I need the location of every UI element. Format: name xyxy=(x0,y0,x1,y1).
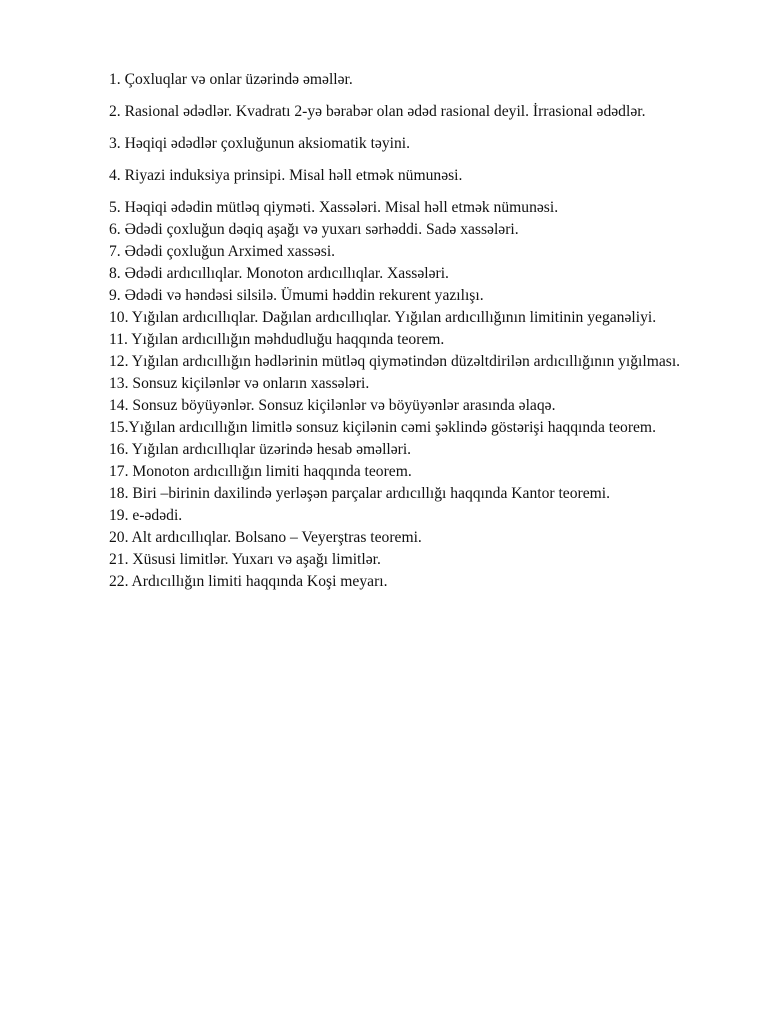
list-item-22: 22. Ardıcıllığın limiti haqqında Koşi meyarı. xyxy=(109,573,388,590)
list-item-2: 2. Rasional ədədlər. Kvadratı 2-yə bərabər olan ədəd rasional deyil. İrrasional ədədlər. xyxy=(109,103,646,120)
list-item-21: 21. Xüsusi limitlər. Yuxarı və aşağı limitlər. xyxy=(109,551,381,568)
list-item-15: 15.Yığılan ardıcıllığın limitlə sonsuz kiçilənin cəmi şəklində göstərişi haqqında teorem. xyxy=(109,419,656,436)
list-item-17: 17. Monoton ardıcıllığın limiti haqqında teorem. xyxy=(109,463,412,480)
list-item-4: 4. Riyazi induksiya prinsipi. Misal həll etmək nümunəsi. xyxy=(109,167,463,184)
list-item-13: 13. Sonsuz kiçilənlər və onların xassələri. xyxy=(109,375,370,392)
list-item-16: 16. Yığılan ardıcıllıqlar üzərində hesab əməlləri. xyxy=(109,441,412,458)
list-item-3: 3. Həqiqi ədədlər çoxluğunun aksiomatik təyini. xyxy=(109,135,410,152)
list-item-6: 6. Ədədi çoxluğun dəqiq aşağı və yuxarı sərhəddi. Sadə xassələri. xyxy=(109,221,519,238)
question-list xyxy=(109,69,713,593)
list-item-5: 5. Həqiqi ədədin mütləq qiyməti. Xassələri. Misal həll etmək nümunəsi. xyxy=(109,199,559,216)
list-item-14: 14. Sonsuz böyüyənlər. Sonsuz kiçilənlər və böyüyənlər arasında əlaqə. xyxy=(109,397,556,414)
list-item-18: 18. Biri –birinin daxilində yerləşən parçalar ardıcıllığı haqqında Kantor teoremi. xyxy=(109,485,611,502)
list-item-7: 7. Ədədi çoxluğun Arximed xassəsi. xyxy=(109,243,336,260)
list-item-8: 8. Ədədi ardıcıllıqlar. Monoton ardıcıllıqlar. Xassələri. xyxy=(109,265,449,282)
list-item-10: 10. Yığılan ardıcıllıqlar. Dağılan ardıcıllıqlar. Yığılan ardıcıllığının limitinin yeganəliyi. xyxy=(109,309,657,326)
list-item-19: 19. e-ədədi. xyxy=(109,507,183,524)
list-item-20: 20. Alt ardıcıllıqlar. Bolsano – Veyerştras teoremi. xyxy=(109,529,422,546)
list-item-1: 1. Çoxluqlar və onlar üzərində əməllər. xyxy=(109,71,353,88)
list-item-9: 9. Ədədi və həndəsi silsilə. Ümumi həddin rekurent yazılışı. xyxy=(109,287,484,304)
list-item-11: 11. Yığılan ardıcıllığın məhdudluğu haqqında teorem. xyxy=(109,331,445,348)
list-item-12: 12. Yığılan ardıcıllığın hədlərinin mütləq qiymətindən düzəltdirilən ardıcıllığının yığılması. xyxy=(109,353,681,370)
